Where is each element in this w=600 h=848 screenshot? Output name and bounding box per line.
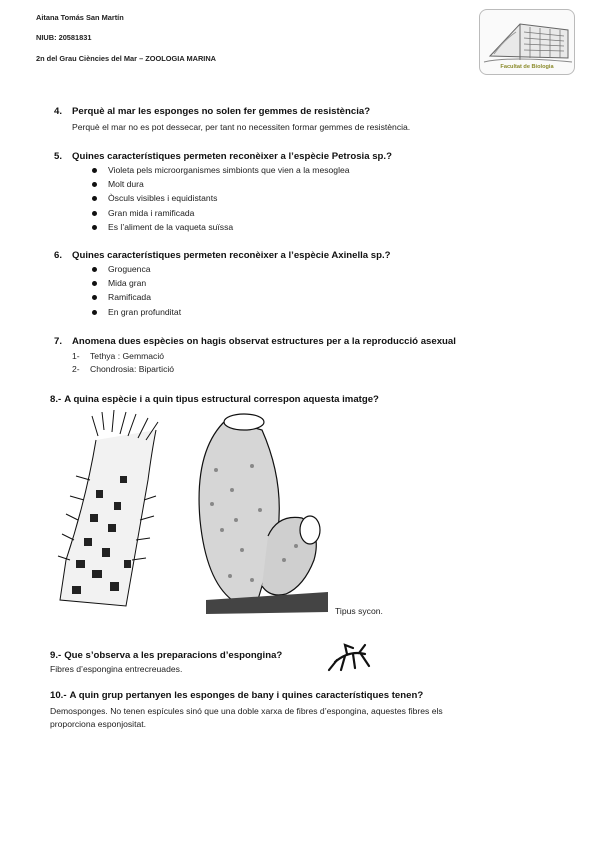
question-number: 4. [54, 106, 63, 117]
list-item: Violeta pels microorganismes simbionts que vien a la mesoglea [92, 163, 350, 177]
bullet-icon [92, 168, 97, 173]
list-item: En gran profunditat [92, 305, 181, 319]
list-item: 2- Chondrosia: Bipartició [72, 364, 175, 374]
question-text: Quines característiques permeten reconèixer a l’espècie Petrosia sp.? [72, 151, 392, 162]
question-text: Quines característiques permeten reconèixer a l’espècie Axinella sp.? [72, 250, 391, 261]
logo-caption: Facultat de Biologia [500, 64, 554, 70]
list-item: Gran mida i ramificada [92, 206, 350, 220]
faculty-logo [479, 9, 575, 75]
question-6 [54, 250, 391, 261]
list-item: Ramificada [92, 290, 181, 304]
bullet-icon [92, 211, 97, 216]
question-text: Anomena dues espècies on hagis observat estructures per a la reproducció asexual [72, 336, 456, 347]
answer-10-line-2: proporciona esponjositat. [50, 719, 147, 729]
list-item: Òsculs visibles i equidistants [92, 191, 350, 205]
question-number: 9.- [50, 650, 62, 661]
bullet-icon [92, 196, 97, 201]
question-number: 5. [54, 151, 63, 162]
question-7 [54, 336, 456, 347]
answer-10-line-1: Demosponges. No tenen espícules sinó que una doble xarxa de fibres d’espongina, aquestes fibres els [50, 706, 443, 716]
question-number: 6. [54, 250, 63, 261]
list-item: 1- Tethya : Gemmació [72, 351, 165, 361]
question-9 [50, 650, 282, 661]
bullet-icon [92, 310, 97, 315]
list-item: Es l’aliment de la vaqueta suïssa [92, 220, 350, 234]
figure-answer: Tipus sycon. [335, 606, 383, 616]
petrosia-traits-list [92, 163, 350, 234]
bullet-icon [92, 267, 97, 272]
course-title: 2n del Grau Ciències del Mar – ZOOLOGIA MARINA [36, 54, 217, 63]
asexual-species-list [72, 350, 174, 376]
question-text: A quin grup pertanyen les esponges de bany i quines característiques tenen? [69, 690, 424, 701]
bullet-icon [92, 281, 97, 286]
bullet-icon [92, 225, 97, 230]
question-number: 8.- [50, 394, 62, 405]
list-item: Molt dura [92, 177, 350, 191]
spongin-fibers-icon [325, 642, 375, 672]
question-text: Perquè al mar les esponges no solen fer gemmes de resistència? [72, 106, 371, 117]
question-number: 7. [54, 336, 63, 347]
question-number: 10.- [50, 690, 67, 701]
bullet-icon [92, 295, 97, 300]
student-niub: NIUB: 20581831 [36, 33, 92, 42]
author-name: Aitana Tomás San Martín [36, 13, 124, 22]
question-10 [50, 690, 423, 701]
sycon-sponge-illustration-icon [56, 410, 332, 616]
question-5 [54, 151, 392, 162]
question-4 [54, 106, 370, 117]
list-item: Groguenca [92, 262, 181, 276]
bullet-icon [92, 182, 97, 187]
axinella-traits-list [92, 262, 181, 319]
answer-9: Fibres d’espongina entrecreuades. [50, 664, 183, 674]
answer-4: Perquè el mar no es pot dessecar, per tant no necessiten formar gemmes de resistència. [72, 122, 411, 132]
question-text: Que s’observa a les preparacions d’espongina? [64, 650, 283, 661]
question-text: A quina espècie i a quin tipus estructural correspon aquesta imatge? [64, 394, 379, 405]
list-item: Mida gran [92, 276, 181, 290]
question-8 [50, 394, 379, 405]
